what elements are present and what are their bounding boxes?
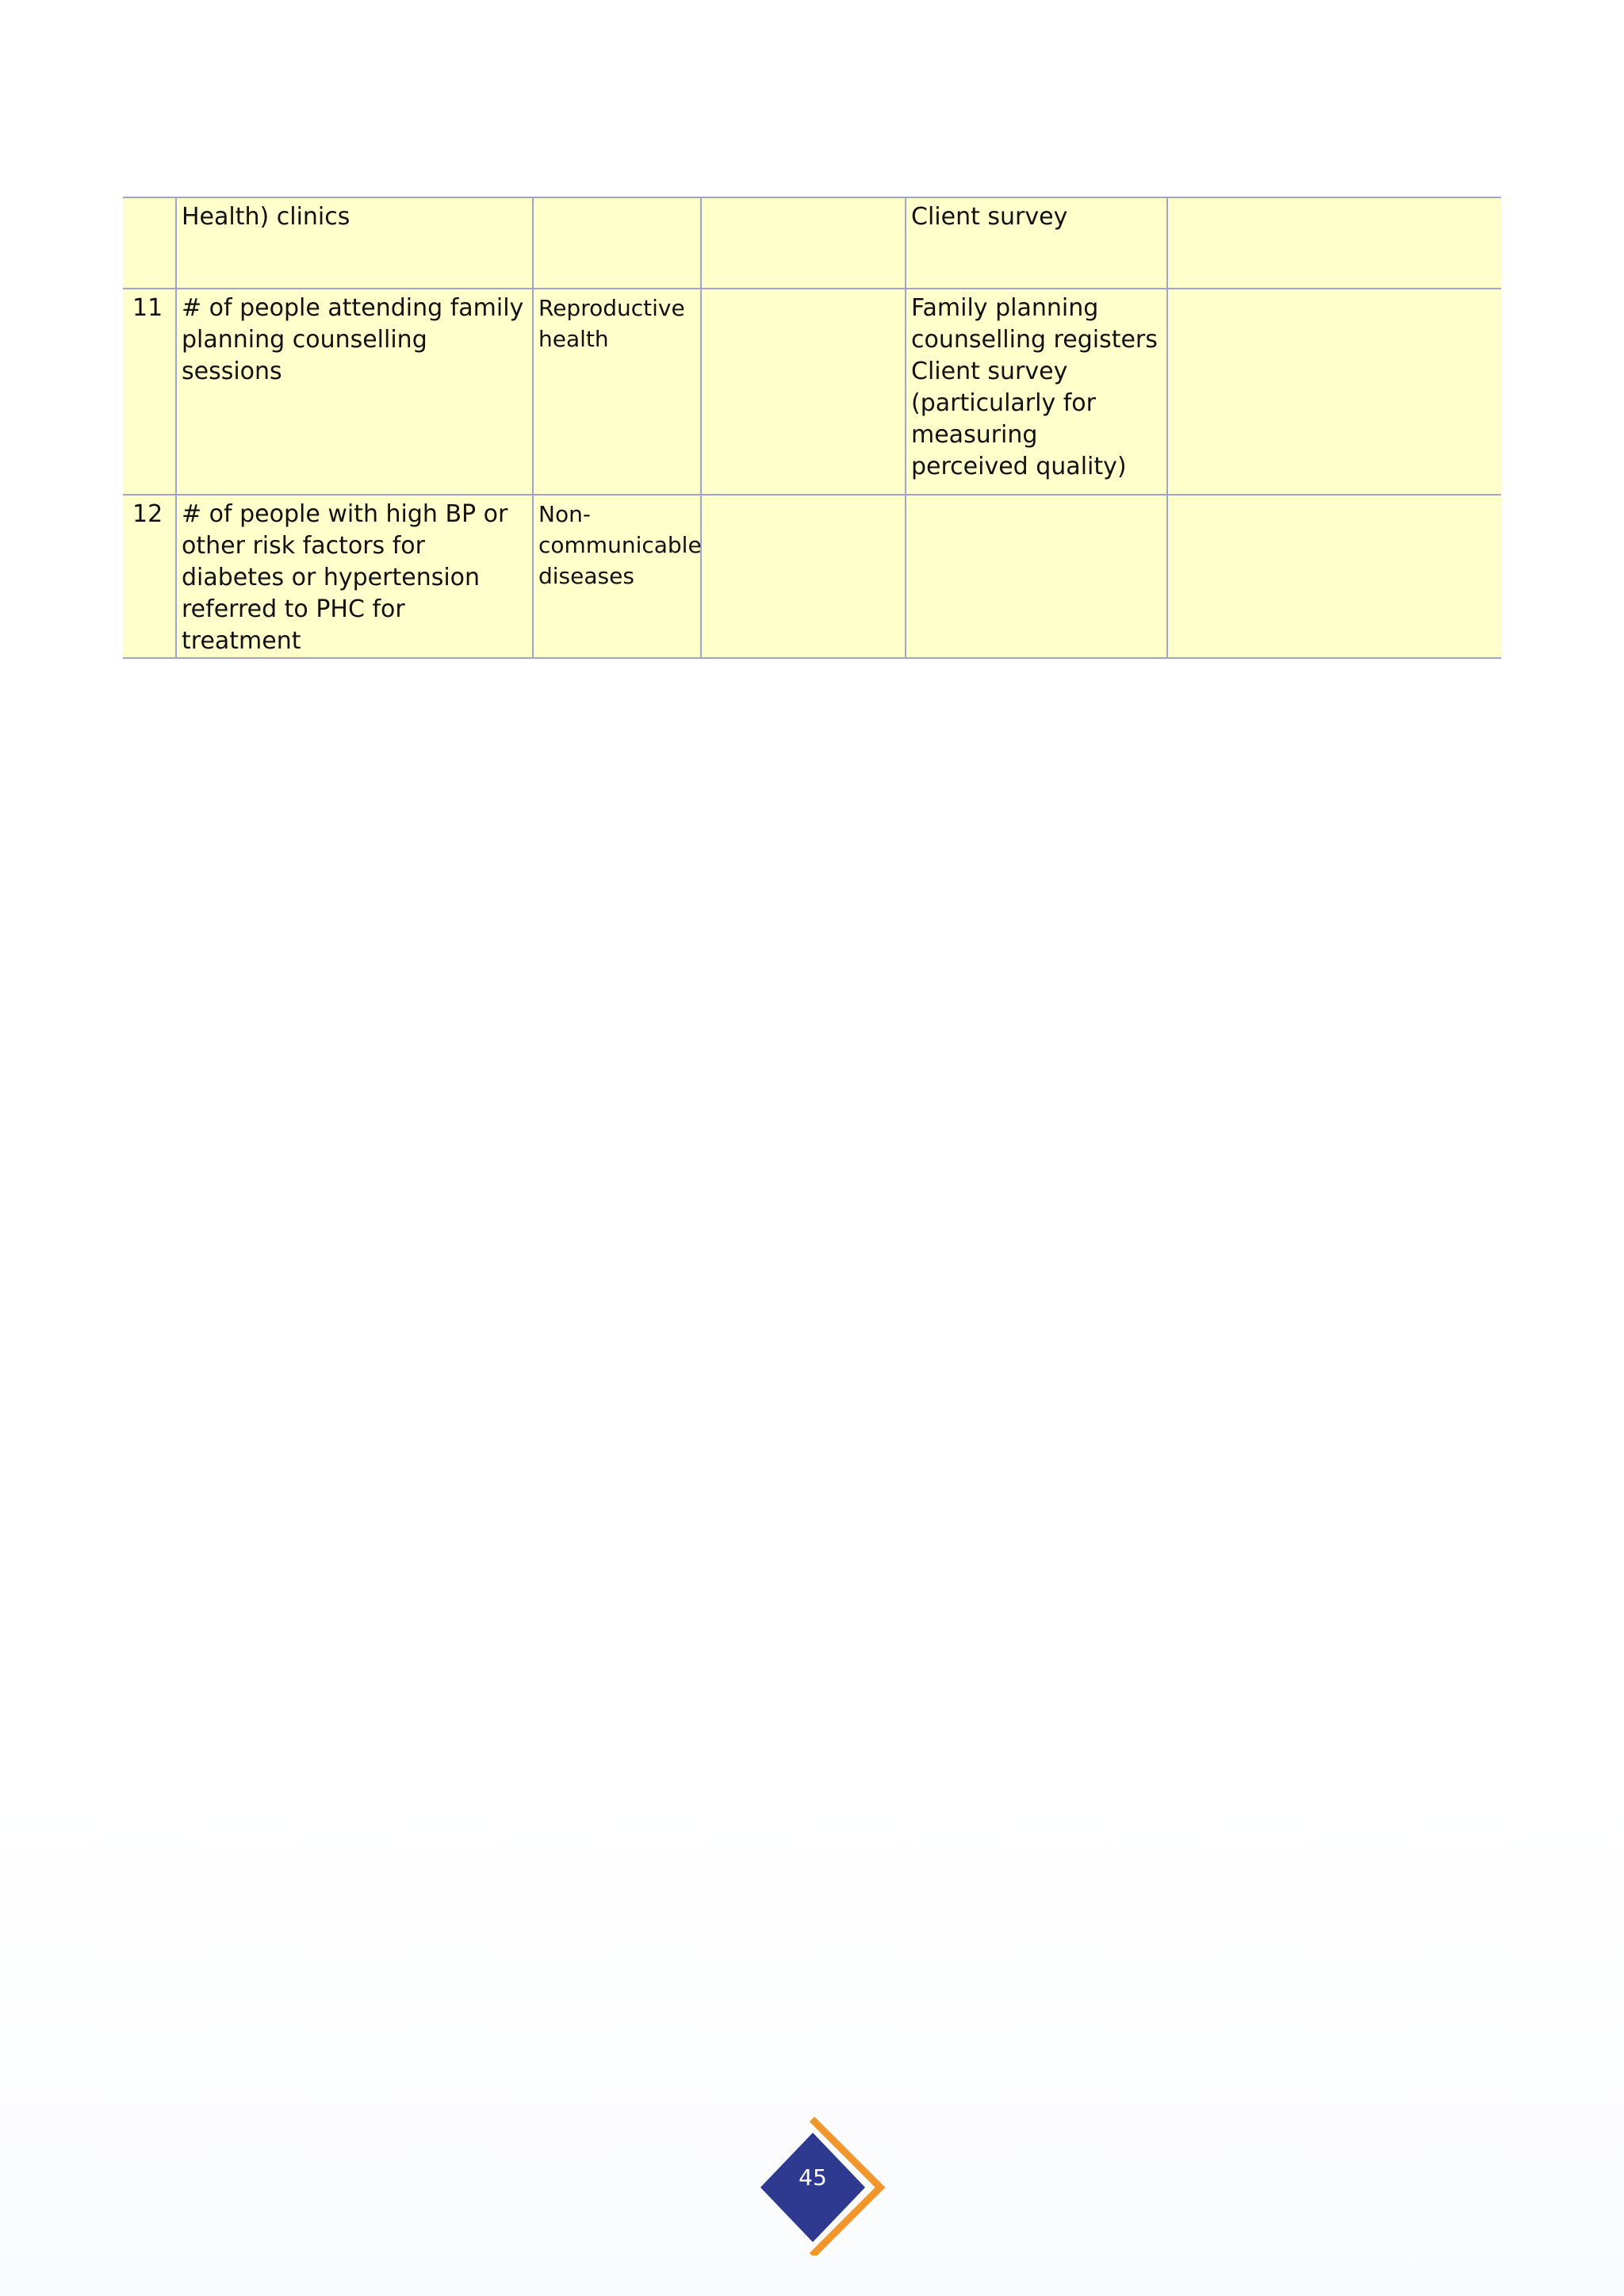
- indicator-cell: Health) clinics: [176, 197, 533, 289]
- empty-cell: [1167, 197, 1501, 289]
- health-area-cell: Non-communicable diseases: [533, 495, 701, 658]
- table-row: [123, 495, 1501, 658]
- empty-cell: [701, 495, 906, 658]
- table-row: [123, 197, 1501, 289]
- table-row: [123, 289, 1501, 495]
- row-number: 12: [123, 495, 176, 658]
- empty-cell: [701, 197, 906, 289]
- empty-cell: [1167, 289, 1501, 495]
- indicator-cell: # of people attending family planning counselling sessions: [176, 289, 533, 495]
- row-number: [123, 197, 176, 289]
- row-number: 11: [123, 289, 176, 495]
- data-source-cell: Client survey: [906, 197, 1167, 289]
- empty-cell: [1167, 495, 1501, 658]
- page-number: 45: [799, 2164, 827, 2191]
- data-source-cell: Family planning counselling registers Client survey (particularly for measuring perceived quality): [906, 289, 1167, 495]
- indicator-table: [123, 197, 1501, 659]
- health-area-cell: Reproductive health: [533, 289, 701, 495]
- empty-cell: [701, 289, 906, 495]
- health-area-cell: [533, 197, 701, 289]
- indicator-cell: # of people with high BP or other risk factors for diabetes or hypertension referred to PHC for treatment: [176, 495, 533, 658]
- data-source-cell: [906, 495, 1167, 658]
